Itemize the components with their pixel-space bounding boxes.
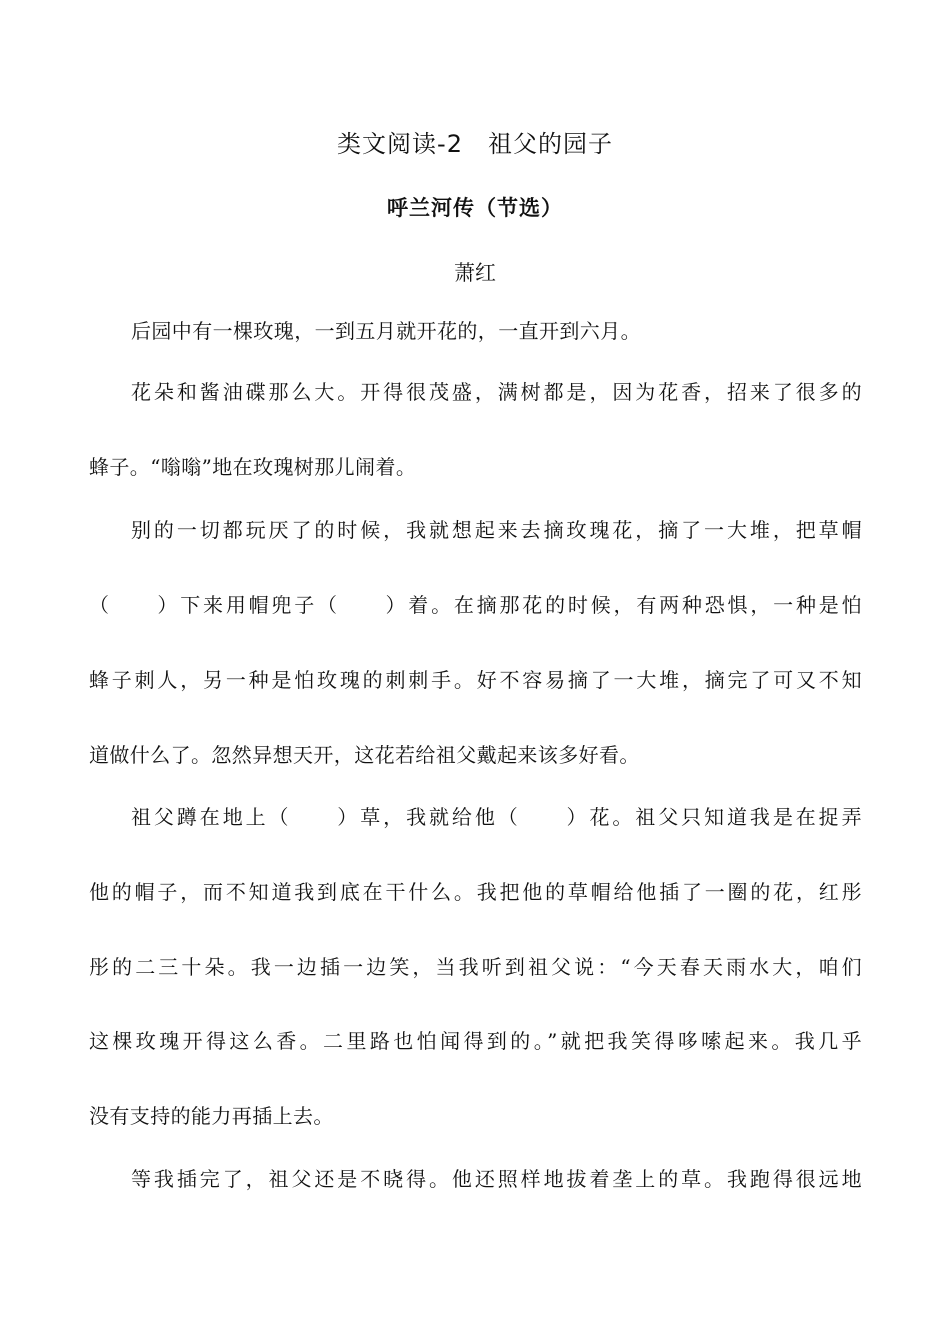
text-line: 后园中有一棵玫瑰，一到五月就开花的，一直开到六月。: [131, 319, 641, 343]
document-author: 萧红: [454, 261, 496, 285]
text-line: 花朵和酱油碟那么大。开得很茂盛，满树都是，因为花香，招来了很多的: [131, 380, 862, 404]
text-line: 祖父蹲在地上（ ）草，我就给他（ ）花。祖父只知道我是在捉弄: [131, 805, 862, 829]
text-line: 道做什么了。忽然异想天开，这花若给祖父戴起来该多好看。: [89, 743, 640, 767]
text-line: 别的一切都玩厌了的时候，我就想起来去摘玫瑰花，摘了一大堆，把草帽: [131, 518, 862, 542]
text-line: 蜂子。“嗡嗡”地在玫瑰树那儿闹着。: [89, 455, 417, 479]
text-line: 等我插完了，祖父还是不晓得。他还照样地拔着垄上的草。我跑得很远地: [131, 1167, 862, 1191]
text-line: 他的帽子，而不知道我到底在干什么。我把他的草帽给他插了一圈的花，红彤: [89, 880, 862, 904]
document-subtitle: 呼兰河传（节选）: [387, 196, 563, 220]
text-line: 没有支持的能力再插上去。: [89, 1104, 334, 1128]
text-line: 蜂子刺人，另一种是怕玫瑰的刺刺手。好不容易摘了一大堆，摘完了可又不知: [89, 668, 862, 692]
document-title: 类文阅读-2 祖父的园子: [337, 130, 613, 158]
text-line: 彤的二三十朵。我一边插一边笑，当我听到祖父说：“今天春天雨水大，咱们: [89, 955, 862, 979]
text-line: 这棵玫瑰开得这么香。二里路也怕闻得到的。”就把我笑得哆嗦起来。我几乎: [89, 1029, 862, 1053]
text-line: （ ）下来用帽兜子（ ）着。在摘那花的时候，有两种恐惧，一种是怕: [89, 593, 862, 617]
